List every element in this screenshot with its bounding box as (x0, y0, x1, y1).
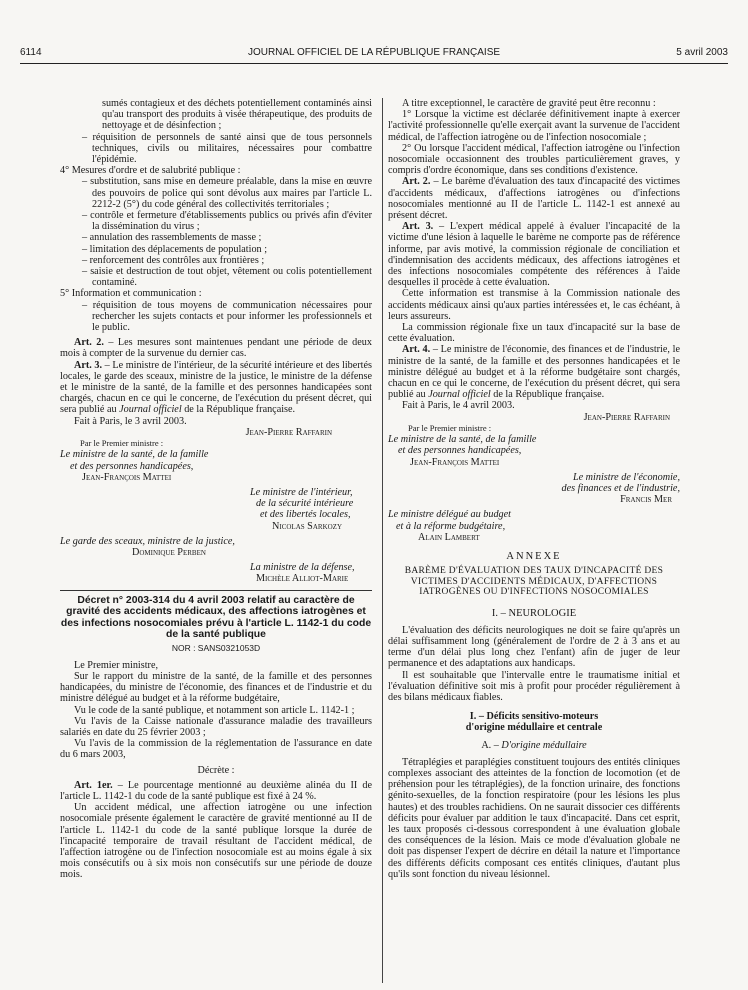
measure-item: – réquisition de tous moyens de communication nécessaires pour rechercher les sujets contacts et pour informer les professionnels et le public. (82, 299, 372, 334)
journal-title: JOURNAL OFFICIEL DE LA RÉPUBLIQUE FRANÇAISE (247, 47, 501, 58)
premier-ministre: Le Premier ministre, (74, 659, 159, 671)
signature-role: Le ministre de la santé, de la famille (60, 449, 209, 461)
final-paragraph: Tétraplégies et paraplégies constituent toujours des entités cliniques complexes associant des atteintes de la fonction de locomotion (et de préhension pour les tétraplégies), de la fonction urinaire, des fonctions génito-sexuelles, de la fonction respiratoire (pour les lésions les plus hautes) et des troubles rachidiens. On ne saurait dissocier ces différents déficits pour évaluer par addition le taux d'incapacité. Dans cet esprit, les taux proposés ci-dessous correspondent à une évaluation globale des conséquences de la lésion. Mais ce mode d'évaluation globale ne doit pas dispenser l'expert de décrire en détail la nature et l'importance des différents déficits composant ces entités cliniques, d'autant plus qu'ils sont fonction du niveau lésionnel. (388, 756, 680, 880)
publication-date: 5 avril 2003 (676, 47, 728, 58)
decree-nor: NOR : SANS0321053D (171, 642, 261, 653)
measure-item: – contrôle et fermeture d'établissements publics ou privés afin d'éviter la dissémination du virus ; (82, 210, 372, 233)
section-neurologie: I. – NEUROLOGIE (491, 607, 577, 619)
right-column (388, 98, 680, 880)
signature-name: Jean-François Mattei (82, 471, 172, 483)
page-header (20, 47, 728, 61)
signature-role: et des personnes handicapées, (398, 445, 522, 457)
signature-role: Le ministre de la santé, de la famille (388, 434, 537, 446)
signature-name: Jean-François Mattei (410, 456, 500, 468)
vu-item: Vu l'avis de la Caisse nationale d'assurance maladie des travailleurs salariés en date du 25 février 2003 ; (60, 715, 372, 738)
signature-role: Le ministre de l'économie, (572, 471, 680, 483)
signature-role: La ministre de la défense, (250, 562, 355, 574)
article-2: Art. 2. – Les mesures sont maintenues pendant une période de deux mois à compter de la survenue du dernier cas. (60, 337, 372, 360)
condition-1: 1° Lorsque la victime est déclarée définitivement inapte à exercer l'activité professionnelle qu'elle exerçait avant la survenue de l'accident médical, de l'affection iatrogène ou de l'infection nosocomiale ; (388, 109, 680, 143)
column-divider (382, 98, 383, 983)
signature-name: Alain Lambert (418, 531, 480, 543)
signature-by: Par le Premier ministre : (408, 422, 492, 433)
measure-item: – réquisition de personnels de santé ainsi que de tous personnels techniques, civils ou militaires, nécessaires pour combattre l'épidémie. (82, 131, 372, 166)
exceptional: A titre exceptionnel, le caractère de gravité peut être reconnu : (402, 98, 656, 109)
signature-role: et des personnes handicapées, (70, 460, 194, 472)
signature-name: Dominique Perben (132, 546, 206, 558)
subsection-title: d'origine médullaire et centrale (465, 722, 603, 734)
neuro-paragraph: Il est souhaitable que l'intervalle entre le traumatisme initial et l'évaluation définitive soit mis à profit pour procéder régulièrement à des bilans médicaux fiables. (388, 669, 680, 704)
signature-name: Jean-Pierre Raffarin (583, 411, 670, 423)
article-3: Art. 3. – Le ministre de l'intérieur, de la sécurité intérieure et des libertés locales, le garde des sceaux, ministre de la justice, le ministre de la défense et le ministre de la santé, de la famille et des personnes handicapées sont chargés, chacun en ce qui le concerne, de l'exécution du présent décret, qui sera publié au Journal officiel de la République française. (60, 359, 372, 416)
neuro-paragraph: L'évaluation des déficits neurologiques ne doit se faire qu'après un délai suffisamment long (généralement de l'ordre de 2 à 3 ans et au terme d'un délai plus long chez l'enfant) afin de juger de leur permanence et des adaptations aux handicaps. (388, 624, 680, 670)
condition-2: 2° Ou lorsque l'accident médical, l'affection iatrogène ou l'infection nosocomiale occasionnent des troubles particulièrement graves, y compris d'ordre économique, dans ses conditions d'existence. (388, 142, 680, 177)
measures-5-title: 5° Information et communication : (60, 288, 202, 300)
done-at: Fait à Paris, le 3 avril 2003. (74, 415, 187, 427)
annexe-title: ANNEXE (506, 550, 562, 562)
article-3-paragraph: La commission régionale fixe un taux d'incapacité sur la base de cette évaluation. (388, 322, 680, 345)
measure-item: – limitation des déplacements de population ; (82, 243, 268, 255)
signature-name: Jean-Pierre Raffarin (245, 426, 332, 438)
signature-role: et des libertés locales, (260, 509, 351, 521)
article-3-paragraph: Cette information est transmise à la Commission nationale des accidents médicaux ainsi qu'aux parties intéressées et, le cas échéant, à leurs assureurs. (388, 288, 680, 322)
left-column (60, 98, 372, 881)
report: Sur le rapport du ministre de la santé, de la famille et des personnes handicapées, du ministre de l'économie, des finances et de l'industrie et du ministre délégué au budget et à la réforme budgétaire, (60, 670, 372, 705)
article-3: Art. 3. – L'expert médical appelé à évaluer l'incapacité de la victime d'une lésion à laquelle le barème ne comporte pas de référence informe, par avis motivé, la commission régionale de conciliation et d'indemnisation des accidents médicaux, des affections iatrogènes et des infections nosocomiales compétente des références à l'aide desquelles il procède à cette évaluation. (388, 221, 680, 289)
measure-item: – renforcement des contrôles aux frontières ; (82, 254, 265, 266)
signature-role: Le ministre délégué au budget (388, 509, 511, 521)
signature-name: Michèle Alliot-Marie (256, 573, 349, 585)
article-1: Art. 1er. – Le pourcentage mentionné au deuxième alinéa du II de l'article L. 1142-1 du code de la santé publique est fixé à 24 %. (60, 779, 372, 802)
measure-item: – saisie et destruction de tout objet, vêtement ou colis potentiellement contaminé. (82, 266, 372, 289)
vu-item: Vu le code de la santé publique, et notamment son article L. 1142-1 ; (74, 704, 355, 716)
decrete: Décrète : (197, 764, 235, 776)
measures-4-title: 4° Mesures d'ordre et de salubrité publique : (60, 165, 241, 177)
subsection-a: A. – D'origine médullaire (481, 739, 587, 751)
signature-role: des finances et de l'industrie, (561, 482, 680, 494)
decree-title: Décret n° 2003-314 du 4 avril 2003 relatif au caractère de gravité des accidents médicaux, des affections iatrogènes et des infections nosocomiales prévu à l'article L. 1142-1 du code de la santé publique (60, 594, 372, 641)
article-2: Art. 2. – Le barème d'évaluation des taux d'incapacité des victimes d'accidents médicaux, d'affections iatrogènes ou d'infections nosocomiales mentionné au II de l'article L. 1142-1 est annexé au présent décret. (388, 176, 680, 222)
intro-line: sumés contagieux et des déchets potentiellement contaminés ainsi qu'au transport des produits à visée thérapeutique, des produits de nettoyage et de désinfection ; (102, 98, 372, 132)
signature-role: Le ministre de l'intérieur, (250, 486, 353, 498)
page-number: 6114 (20, 47, 42, 58)
measure-item: – substitution, sans mise en demeure préalable, dans la mise en œuvre des pouvoirs de police qui sont dévolus aux maires par l'article L. 2212-2 (5°) du code général des collectivités territoriales ; (82, 176, 372, 210)
vu-item: Vu l'avis de la commission de la réglementation de l'assurance en date du 6 mars 2003, (60, 738, 372, 761)
signature-role: de la sécurité intérieure (256, 498, 354, 510)
signature-by: Par le Premier ministre : (80, 438, 164, 449)
signature-role: et à la réforme budgétaire, (396, 520, 506, 532)
header-rule (20, 63, 728, 64)
article-4: Art. 4. – Le ministre de l'économie, des finances et de l'industrie, le ministre de la santé, de la famille et des personnes handicapées et le ministre délégué au budget et à la réforme budgétaire sont chargés, chacun en ce qui le concerne, de l'exécution du présent décret, qui sera publié au Journal officiel de la République française. (388, 344, 680, 401)
subsection-title: I. – Déficits sensitivo-moteurs (469, 711, 599, 723)
done-at: Fait à Paris, le 4 avril 2003. (402, 400, 515, 412)
measure-item: – annulation des rassemblements de masse ; (82, 232, 262, 244)
bareme-title: BARÈME D'ÉVALUATION DES TAUX D'INCAPACITÉ DES VICTIMES D'ACCIDENTS MÉDICAUX, D'AFFECTIONS IATROGÈNES OU D'INFECTIONS NOSOCOMIALES (404, 566, 664, 598)
article-1-paragraph: Un accident médical, une affection iatrogène ou une infection nosocomiale présente également le caractère de gravité mentionné au II de l'article L. 1142-1 du code de la santé publique lorsque la durée de l'incapacité temporaire de travail résultant de l'accident médical, de l'affection iatrogène ou de l'infection nosocomiale est au moins égale à six mois consécutifs ou à six mois non consécutifs sur une période de douze mois. (60, 802, 372, 881)
signature-role: Le garde des sceaux, ministre de la justice, (60, 535, 235, 547)
signature-name: Nicolas Sarkozy (272, 520, 343, 532)
signature-name: Francis Mer (620, 494, 672, 506)
